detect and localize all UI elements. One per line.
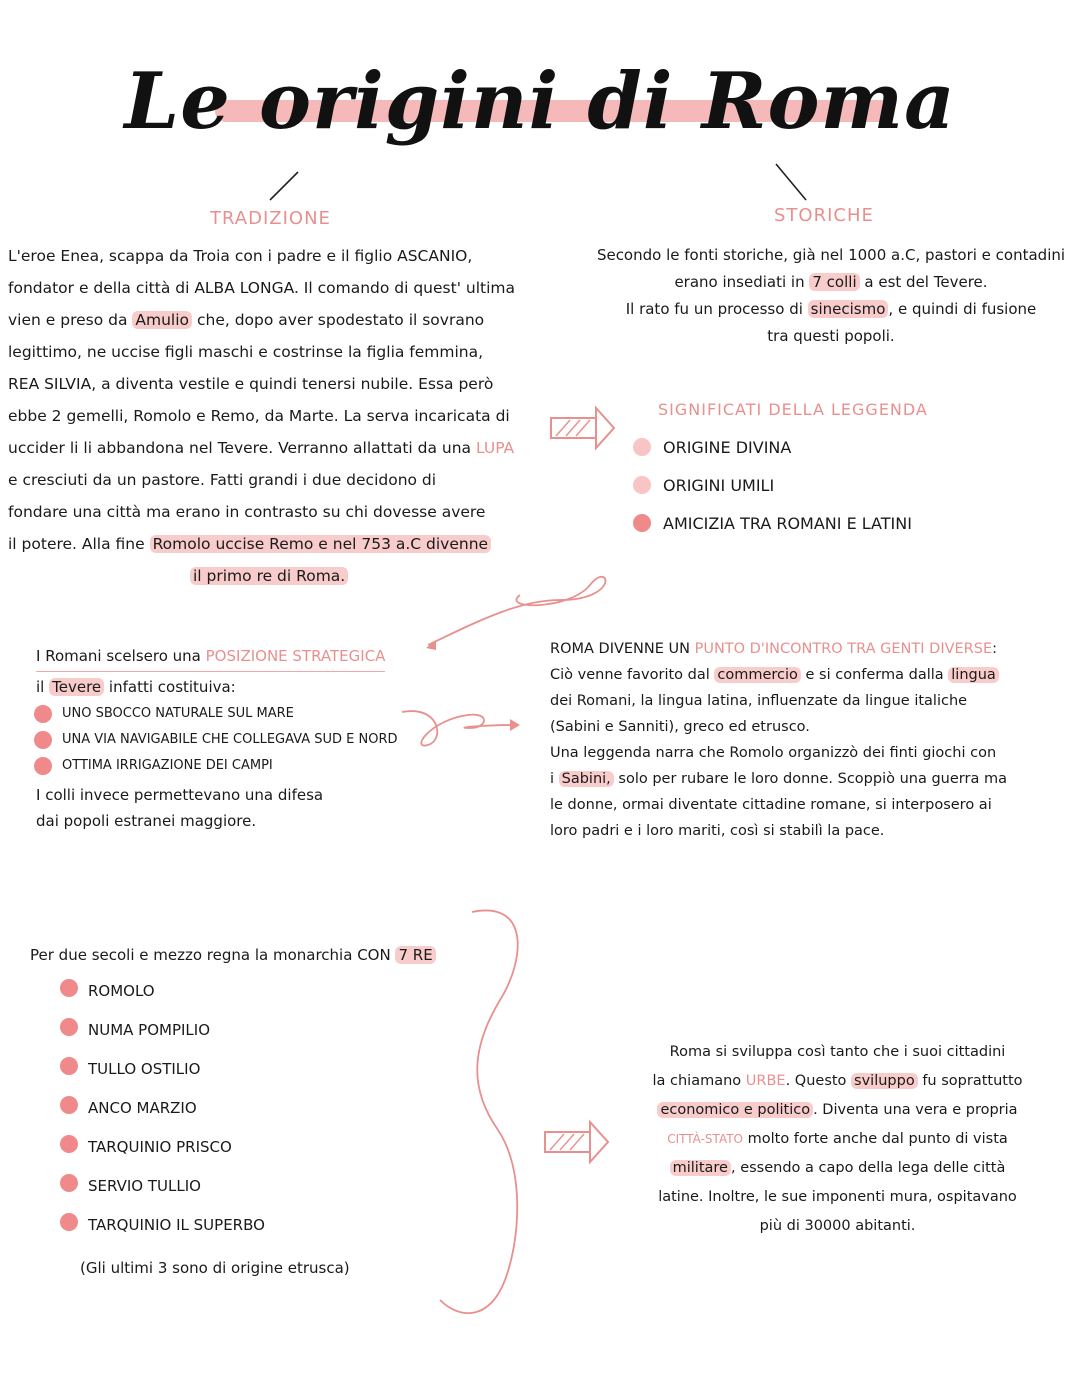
storiche-line: erano insediati in 7 colli a est del Tevere. <box>674 273 988 291</box>
tre-highlight: 7 RE <box>395 946 435 964</box>
trad-line <box>8 560 553 592</box>
list-item: TULLO OSTILIO <box>60 1056 440 1095</box>
trad-line: il potere. Alla fine Romolo uccise Remo e nel 753 a.C divenne <box>8 528 553 560</box>
trad-line: ebbe 2 gemelli, Romolo e Remo, da Marte. La serva incaricata di <box>8 407 510 425</box>
storiche-block <box>585 242 1077 350</box>
bullet-dot <box>60 1213 78 1231</box>
list-item: ORIGINI UMILI <box>633 474 1073 512</box>
branch-line-right <box>776 164 806 200</box>
list-item: TARQUINIO IL SUPERBO <box>60 1212 440 1251</box>
list-item: TARQUINIO PRISCO <box>60 1134 440 1173</box>
bullet-dot <box>34 731 52 749</box>
posizione-line: I colli invece permettevano una difesa <box>36 786 324 804</box>
ending-highlight-2: il primo re di Roma. <box>190 567 348 585</box>
kings-list <box>60 978 440 1251</box>
bullet-dot <box>60 1057 78 1075</box>
sabini-highlight: Sabini, <box>559 771 614 787</box>
heading-storiche: STORICHE <box>774 205 874 226</box>
posizione-intro: I Romani scelsero una POSIZIONE STRATEGICA <box>36 641 385 672</box>
posizione-line: dai popoli estranei maggiore. <box>36 812 257 830</box>
incontro-line: Ciò venne favorito dal commercio e si conferma dalla lingua <box>550 662 1075 688</box>
trad-line: fondator e della città di ALBA LONGA. Il comando di quest' ultima <box>8 279 515 297</box>
bullet-dot <box>633 476 651 494</box>
urbe-line: la chiamano URBE. Questo sviluppo fu soprattutto <box>652 1073 1023 1089</box>
branch-line-left <box>270 172 298 200</box>
bullet-dot <box>633 514 651 532</box>
list-item: SERVIO TULLIO <box>60 1173 440 1212</box>
list-item: AMICIZIA TRA ROMANI E LATINI <box>633 512 1073 550</box>
significati-heading: SIGNIFICATI DELLA LEGGENDA <box>658 400 928 419</box>
urbe-line: Roma si sviluppa così tanto che i suoi cittadini <box>669 1044 1006 1060</box>
urbe-block <box>610 1038 1065 1241</box>
sviluppo-highlight: sviluppo <box>851 1073 918 1089</box>
posizione-end <box>36 782 436 834</box>
re-intro: Per due secoli e mezzo regna la monarchia CON 7 RE <box>30 940 470 970</box>
militare-highlight: militare <box>670 1160 731 1176</box>
urbe-line: CITTÀ-STATO molto forte anche dal punto di vista <box>667 1131 1008 1147</box>
citta-text: CITTÀ-STATO <box>667 1132 743 1146</box>
page-title: Le origini di Roma <box>124 56 956 147</box>
storiche-line: Il rato fu un processo di sinecismo , e quindi di fusione <box>625 300 1037 318</box>
bullet-dot <box>34 757 52 775</box>
posizione-block <box>36 641 436 702</box>
tevere-highlight: Tevere <box>49 678 104 696</box>
trad-line: legittimo, ne uccise figli maschi e costrinse la figlia femmina, <box>8 343 484 361</box>
incontro-line: ROMA DIVENNE UN PUNTO D'INCONTRO TRA GENTI DIVERSE: <box>550 641 998 657</box>
squiggle-arrow <box>402 711 518 745</box>
posizione-list <box>34 703 414 781</box>
urbe-line: militare , essendo a capo della lega delle città <box>610 1154 1065 1183</box>
incontro-line: le donne, ormai diventate cittadine romane, si interposero ai <box>550 797 992 813</box>
list-item: UNO SBOCCO NATURALE SUL MARE <box>34 703 414 729</box>
trad-line: fondare una città ma erano in contrasto su chi dovesse avere <box>8 503 486 521</box>
heading-tradizione: TRADIZIONE <box>210 208 331 229</box>
urbe-line: più di 30000 abitanti. <box>759 1218 916 1234</box>
incontro-block <box>550 636 1075 844</box>
incontro-line: i Sabini, solo per rubare le loro donne. Scoppiò una guerra ma <box>550 771 1007 787</box>
bullet-dot <box>60 979 78 997</box>
incontro-line: dei Romani, la lingua latina, influenzate da lingue italiche <box>550 693 968 709</box>
list-item: ROMOLO <box>60 978 440 1017</box>
bullet-dot <box>60 1135 78 1153</box>
significati-list <box>633 436 1073 550</box>
trad-line: vien e preso da Amulio che, dopo aver spodestato il sovrano <box>8 311 485 329</box>
urbe-line: economico e politico . Diventa una vera e propria <box>610 1096 1065 1125</box>
incontro-highlight: PUNTO D'INCONTRO TRA GENTI DIVERSE <box>694 641 993 657</box>
incontro-line: loro padri e i loro mariti, così si stabilì la pace. <box>550 823 885 839</box>
urbe-text: URBE <box>745 1073 786 1089</box>
colli-highlight: 7 colli <box>809 273 859 291</box>
re-note: (Gli ultimi 3 sono di origine etrusca) <box>80 1259 350 1277</box>
storiche-line: Secondo le fonti storiche, già nel 1000 a.C, pastori e contadini <box>596 246 1066 264</box>
posizione-line: il Tevere infatti costituiva: <box>36 678 236 696</box>
amulio-highlight: Amulio <box>132 311 192 329</box>
bullet-dot <box>60 1018 78 1036</box>
list-item: ORIGINE DIVINA <box>633 436 1073 474</box>
storiche-line: tra questi popoli. <box>767 327 895 345</box>
trad-line: L'eroe Enea, scappa da Troia con i padre e il figlio ASCANIO, <box>8 247 473 265</box>
bullet-dot <box>633 438 651 456</box>
list-item: OTTIMA IRRIGAZIONE DEI CAMPI <box>34 755 414 781</box>
ending-highlight: Romolo uccise Remo e nel 753 a.C divenne <box>150 535 491 553</box>
list-item: ANCO MARZIO <box>60 1095 440 1134</box>
tradizione-block <box>8 240 553 592</box>
arrow-urbe <box>545 1122 608 1162</box>
arrow-significati <box>551 408 614 448</box>
trad-line: REA SILVIA, a diventa vestile e quindi tenersi nubile. Essa però <box>8 375 494 393</box>
bullet-dot <box>34 705 52 723</box>
list-item: UNA VIA NAVIGABILE CHE COLLEGAVA SUD E NORD <box>34 729 414 755</box>
posizione-highlight: POSIZIONE STRATEGICA <box>205 647 386 665</box>
incontro-line: Una leggenda narra che Romolo organizzò dei finti giochi con <box>550 745 997 761</box>
commercio-highlight: commercio <box>714 667 801 683</box>
incontro-line: (Sabini e Sanniti), greco ed etrusco. <box>550 719 810 735</box>
trad-line: e cresciuti da un pastore. Fatti grandi i due decidono di <box>8 471 437 489</box>
bullet-dot <box>60 1096 78 1114</box>
urbe-line: latine. Inoltre, le sue imponenti mura, ospitavano <box>658 1189 1017 1205</box>
sinecismo-highlight: sinecismo <box>808 300 889 318</box>
lupa-text: LUPA <box>475 439 515 457</box>
bullet-dot <box>60 1174 78 1192</box>
lingua-highlight: lingua <box>948 667 999 683</box>
list-item: NUMA POMPILIO <box>60 1017 440 1056</box>
trad-line: uccider li li abbandona nel Tevere. Verranno allattati da una LUPA <box>8 439 515 457</box>
econ-highlight: economico e politico <box>657 1102 813 1118</box>
